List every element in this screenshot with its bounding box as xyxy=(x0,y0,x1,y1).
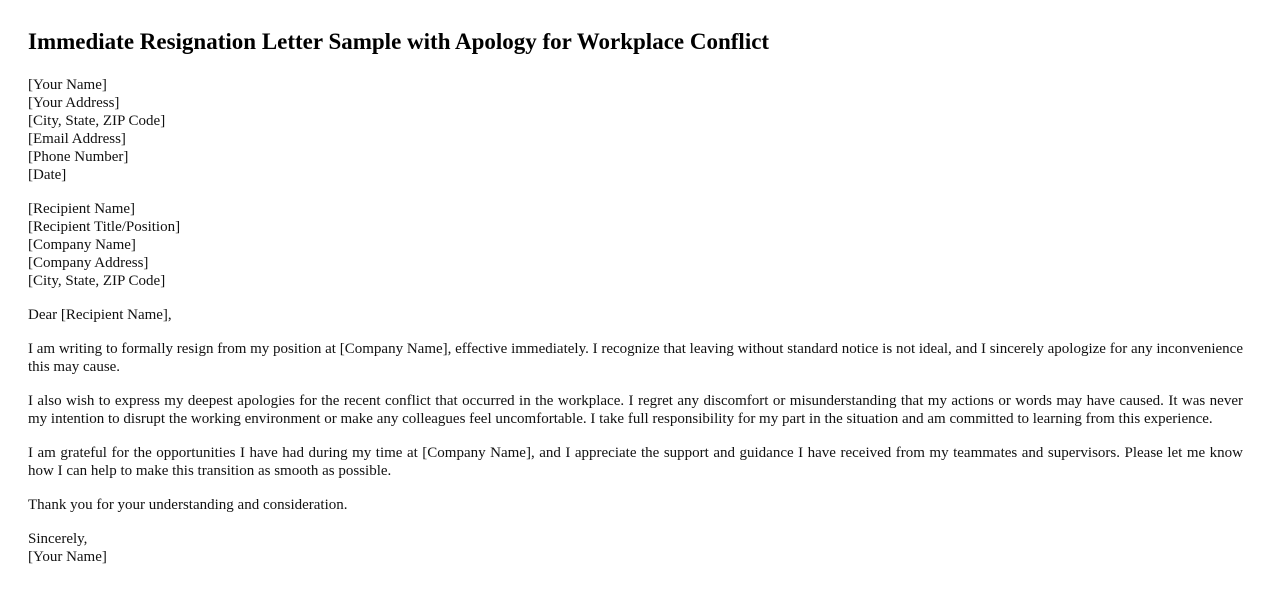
company-name: [Company Name] xyxy=(28,237,136,253)
recipient-title: [Recipient Title/Position] xyxy=(28,219,181,235)
body-paragraph-apology: I also wish to express my deepest apologies for the recent conflict that occurred in the workplace. I regret any discomfort or misunderstanding that my actions or words may have caused. It was never my intention to disrupt the working environment or make any colleagues feel uncomfortable. I take full responsibility for my part in the situation and am committed to learning from this experience. xyxy=(28,393,1243,427)
sender-phone: [Phone Number] xyxy=(28,149,129,165)
body-paragraph-resignation: I am writing to formally resign from my position at [Company Name], effective immediately. I recognize that leaving without standard notice is not ideal, and I sincerely apologize for any inconvenience this may cause. xyxy=(28,341,1243,375)
company-city-state-zip: [City, State, ZIP Code] xyxy=(28,273,166,289)
closing-block xyxy=(28,530,1250,566)
page-title: Immediate Resignation Letter Sample with Apology for Workplace Conflict xyxy=(28,29,770,54)
sender-address-block xyxy=(28,76,1250,184)
body-paragraph-gratitude: I am grateful for the opportunities I have had during my time at [Company Name], and I appreciate the support and guidance I have received from my teammates and supervisors. Please let me know how I can help to make this transition as smooth as possible. xyxy=(28,445,1243,479)
sender-city-state-zip: [City, State, ZIP Code] xyxy=(28,113,166,129)
recipient-address-block xyxy=(28,200,1250,290)
sender-name: [Your Name] xyxy=(28,77,107,93)
sender-address: [Your Address] xyxy=(28,95,120,111)
signature-name: [Your Name] xyxy=(28,549,107,565)
sender-email: [Email Address] xyxy=(28,131,126,147)
letter-date: [Date] xyxy=(28,167,67,183)
salutation: Dear [Recipient Name], xyxy=(28,307,172,323)
company-address: [Company Address] xyxy=(28,255,149,271)
closing: Sincerely, xyxy=(28,531,88,547)
recipient-name: [Recipient Name] xyxy=(28,201,136,217)
body-paragraph-thanks: Thank you for your understanding and consideration. xyxy=(28,497,348,513)
